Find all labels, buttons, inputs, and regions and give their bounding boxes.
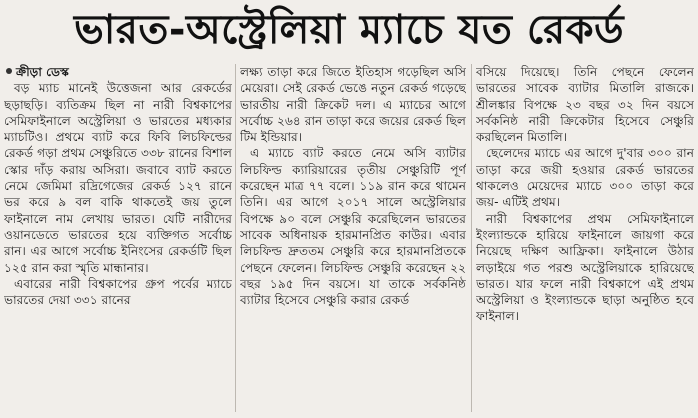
- paragraph: লক্ষ্য তাড়া করে জিতে ইতিহাস গড়েছিল অসি মেয়েরা। সেই রেকর্ড ভেঙে নতুন রেকর্ড গড়েছে ভারতীয় নারী ক্রিকেট দল। এ ম্যাচের আগে সর্বোচ্চ ২৬৪ রান তাড়া করে জয়ের রেকর্ড ছিল টিম ইন্ডিয়ার।: [240, 65, 466, 145]
- column-divider: [235, 64, 236, 412]
- bullet-icon: [6, 68, 12, 74]
- headline: ভারত-অস্ট্রেলিয়া ম্যাচে যত রেকর্ড: [73, 7, 625, 53]
- column-divider: [471, 64, 472, 412]
- paragraph: এবারের নারী বিশ্বকাপের গ্রুপ পর্বের ম্যাচে ভারতের দেয়া ৩৩১ রানের: [4, 276, 232, 308]
- article-column-3: [476, 64, 694, 414]
- paragraph: বড় ম্যাচ মানেই উত্তেজনা আর রেকর্ডের ছড়াছড়ি। ব্যতিক্রম ছিল না নারী বিশ্বকাপের সেমিফাইনালে অস্ট্রেলিয়া ও ভারতের মধ্যকার ম্যাচটিও। প্রথমে ব্যাট করে ফিবি লিচফিল্ডের রেকর্ড গড়া প্রথম সেঞ্চুরিতে ৩৩৮ রানের বিশাল স্কোর দাঁড় করায় অসিরা। জবাবে ব্যাট করতে নেমে জেমিমা রদ্রিগেজের রেকর্ড ১২৭ রানে ভর করে ৯ বল বাকি থাকতেই জয় তুলে ফাইনালে নাম লেখায় ভারত। যেটি নারীদের ওয়ানডেতে ভারতের হয়ে ব্যক্তিগত সর্বোচ্চ রান। এর আগে সর্বোচ্চ ইনিংসের রেকর্ডটি ছিল ১২৫ রান করা স্মৃতি মান্ধানার।: [4, 81, 232, 275]
- paragraph: ছেলেদের ম্যাচে এর আগে দু'বার ৩০০ রান তাড়া করে জয়ী হওয়ার রেকর্ড ভারতের থাকলেও মেয়েদের ম্যাচে ৩০০ তাড়া করে জয়- এটিই প্রথম।: [476, 146, 694, 210]
- byline-line: [4, 64, 232, 80]
- article-column-1: [4, 64, 232, 414]
- article-column-2: [240, 64, 466, 414]
- paragraph: বসিয়ে দিয়েছে। তিনি পেছনে ফেলেন ভারতের সাবেক ব্যাটার মিতালি রাজকে। শ্রীলঙ্কার বিপক্ষে ২৩ বছর ৩২ দিন বয়সে সর্বকনিষ্ঠ নারী ক্রিকেটার হিসেবে সেঞ্চুরি করছিলেন মিতালি।: [476, 65, 694, 145]
- paragraph: এ ম্যাচে ব্যাট করতে নেমে অসি ব্যাটার লিচফিল্ড ক্যারিয়ারের তৃতীয় সেঞ্চুরিটি পূর্ণ করেছেন মাত্র ৭৭ বলে। ১১৯ রান করে থামেন তিনি। এর আগে ২০১৭ সালে অস্ট্রেলিয়ার বিপক্ষে ৯০ বলে সেঞ্চুরি করেছিলেন ভারতের সাবেক অধিনায়ক হারমানপ্রিত কাউর। এবার লিচফিল্ড দ্রুততম সেঞ্চুরি করে হারমানপ্রিতকে পেছনে ফেলেন। লিচফিল্ড সেঞ্চুরি করেছেন ২২ বছর ১৯৫ দিন বয়সে। যা তাকে সর্বকনিষ্ঠ ব্যাটার হিসেবে সেঞ্চুরি করার রেকর্ড: [240, 146, 466, 308]
- byline: ক্রীড়া ডেস্ক: [16, 65, 69, 79]
- paragraph: নারী বিশ্বকাপের প্রথম সেমিফাইনালে ইংল্যান্ডকে হারিয়ে ফাইনালে জায়গা করে নিয়েছে দক্ষিণ আফ্রিকা। ফাইনালে উঠার লড়াইয়ে গত পরশু অস্ট্রেলিয়াকে হারিয়েছে ভারত। যার ফলে নারী বিশ্বকাপে এই প্রথম অস্ট্রেলিয়া ও ইংল্যান্ডকে ছাড়া অনুষ্ঠিত হবে ফাইনাল।: [476, 211, 694, 324]
